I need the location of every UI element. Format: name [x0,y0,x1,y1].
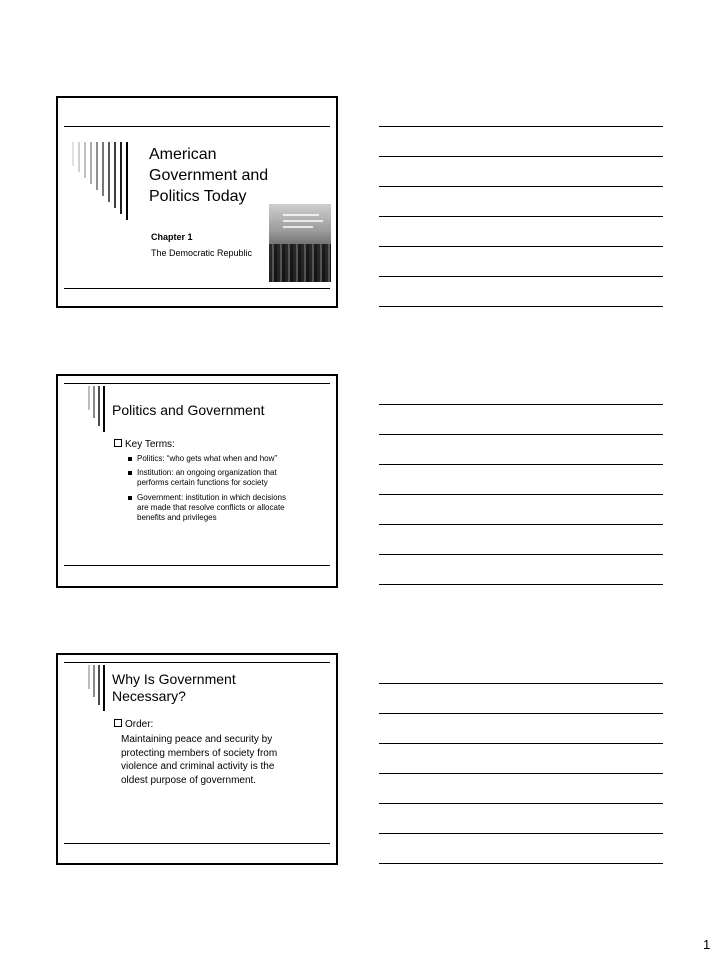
subbullet [128,468,277,488]
slide-bottom-rule [64,843,330,844]
note-line [379,713,663,714]
slide-2-bullet [114,438,175,451]
slide-3-bullet [114,718,153,731]
note-line [379,494,663,495]
note-line [379,743,663,744]
slide-1-subtitle: The Democratic Republic [151,248,253,258]
slide-top-rule [64,126,330,127]
slide-top-rule [64,662,330,663]
body-line: protecting members of society from [121,747,278,759]
note-line [379,126,663,127]
bullet-text: Order: [125,719,154,730]
note-line [379,464,663,465]
body-line: violence and criminal activity is the [121,761,275,772]
note-line [379,216,663,217]
note-line [379,434,663,435]
title-line: Government and [149,167,269,184]
bullet-text: Key Terms: [125,439,175,450]
decorative-bars [68,142,138,222]
title-line: American [149,146,217,163]
decorative-bars [86,386,106,434]
slide-3 [56,653,338,865]
subbullet-line: Institution: an ongoing organization that [137,468,277,477]
subbullet-line: benefits and privileges [137,513,217,522]
note-line [379,803,663,804]
slide-2-title: Politics and Government [112,402,265,418]
slide-top-rule [64,383,330,384]
title-line: Necessary? [112,688,186,704]
slide-1-chapter: Chapter 1 [151,232,193,242]
note-line [379,404,663,405]
note-line [379,156,663,157]
note-line [379,833,663,834]
box-bullet-icon [114,439,122,447]
page-number: 1 [703,937,711,952]
decorative-bars [86,665,106,713]
note-line [379,584,663,585]
slide-3-title [112,671,236,705]
note-line [379,524,663,525]
slide-2 [56,374,338,588]
slide-3-body [121,733,277,787]
slide-1 [56,96,338,308]
subbullet-line: Government: institution in which decisions [137,493,286,502]
subbullet-line: are made that resolve conflicts or allocate [137,503,285,512]
box-bullet-icon [114,719,122,727]
note-line [379,863,663,864]
title-line: Why Is Government [112,671,236,687]
subbullet-line: Politics: “who gets what when and how” [137,454,278,463]
body-line: oldest purpose of government. [121,774,257,786]
slide-bottom-rule [64,288,330,289]
subbullet-line: performs certain functions for society [137,478,268,487]
title-line: Politics Today [149,188,247,205]
note-line [379,246,663,247]
note-line [379,306,663,307]
note-line [379,554,663,555]
slide-bottom-rule [64,565,330,566]
subbullet [128,454,277,464]
subbullet [128,493,286,523]
note-line [379,683,663,684]
book-cover-image [269,204,331,282]
note-line [379,186,663,187]
note-line [379,276,663,277]
note-line [379,773,663,774]
slide-1-title [149,144,268,207]
body-line: Maintaining peace and security by [121,734,273,745]
